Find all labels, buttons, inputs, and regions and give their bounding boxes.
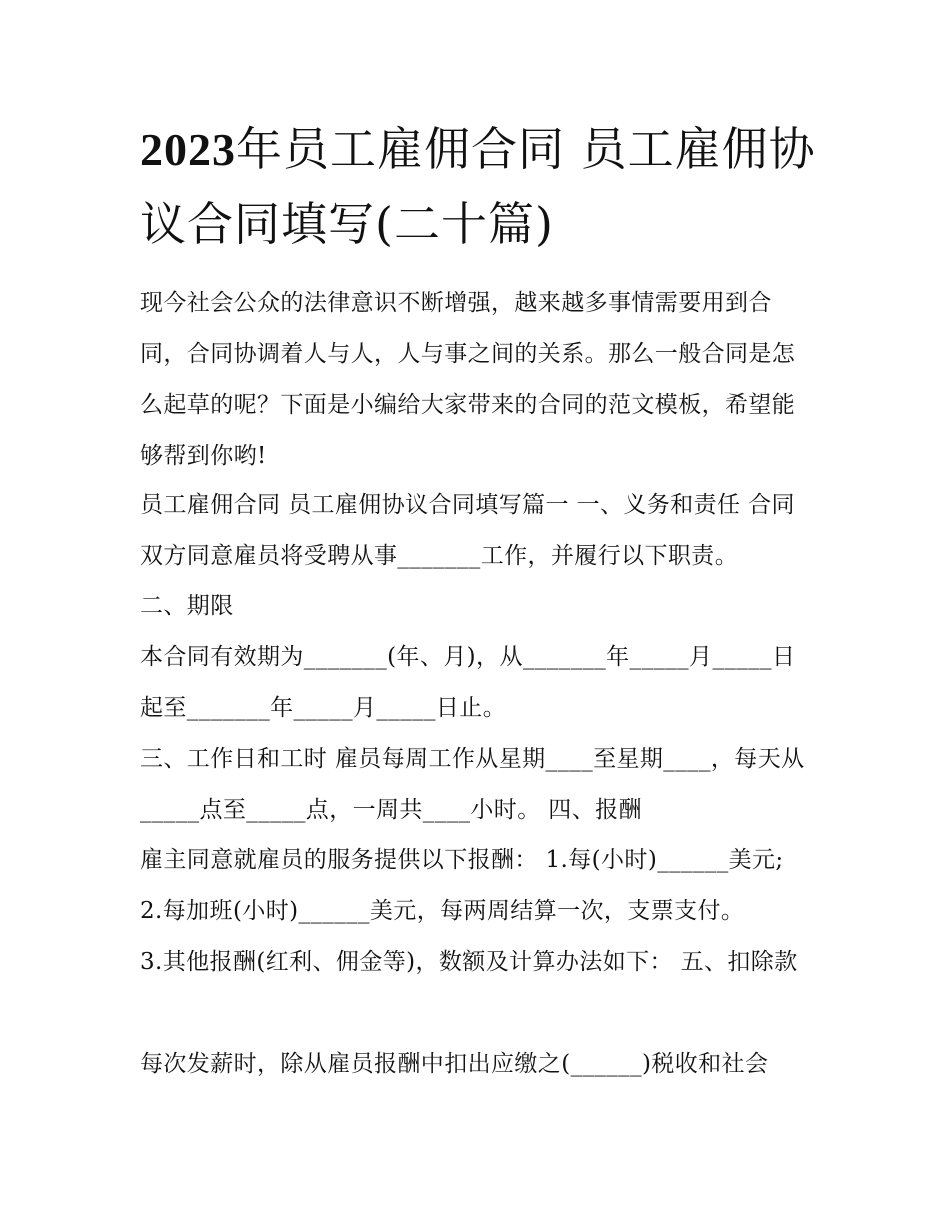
pay-paragraph: 雇主同意就雇员的服务提供以下报酬： 1.每(小时)______美元; [140, 847, 784, 873]
term-paragraph: 本合同有效期为_______(年、月)，从_______年_____月_____日起至_______年_____月_____日止。 [140, 644, 796, 721]
deduction-paragraph: 每次发薪时，除从雇员报酬中扣出应缴之(______)税收和社会 [140, 1051, 769, 1077]
overtime-paragraph: 2.每加班(小时)______美元，每两周结算一次，支票支付。 [140, 898, 745, 924]
title-text: 年员工雇佣合同 员工雇佣协议合同填写(二十篇) [140, 122, 816, 251]
intro-paragraph: 现今社会公众的法律意识不断增强，越来越多事情需要用到合同，合同协调着人与人，人与事之间的关系。那么一般合同是怎么起草的呢？下面是小编给大家带来的合同的范文模板，希望能够帮到你哟! [140, 290, 796, 469]
section-2-heading: 二、期限 [140, 593, 234, 619]
other-pay-paragraph: 3.其他报酬(红利、佣金等)，数额及计算办法如下： 五、扣除款 [140, 949, 798, 975]
section-1-duties: 员工雇佣合同 员工雇佣协议合同填写篇一 一、义务和责任 合同双方同意雇员将受聘从事_______工作，并履行以下职责。 [140, 492, 795, 569]
document-title [140, 112, 820, 261]
title-year: 2023 [140, 124, 236, 175]
section-3-workdays: 三、工作日和工时 雇员每周工作从星期____至星期____，每天从_____点至_____点，一周共____小时。 四、报酬 [140, 746, 805, 823]
